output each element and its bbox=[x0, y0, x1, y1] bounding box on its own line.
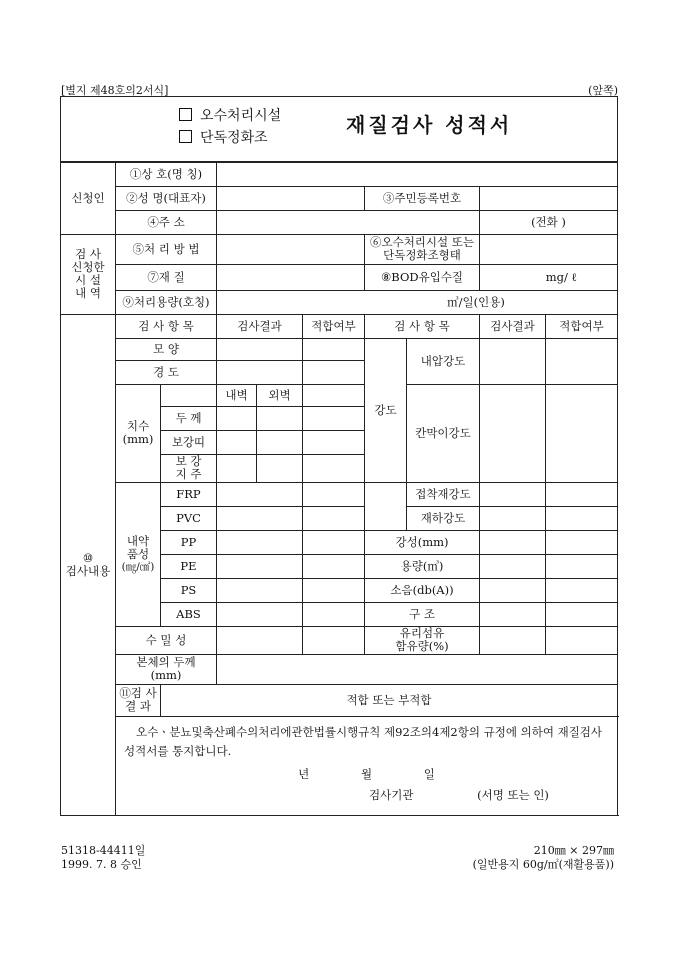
bod-label: ⑧BOD유입수질 bbox=[365, 264, 480, 290]
result-value[interactable]: 적합 또는 부적합 bbox=[161, 684, 618, 716]
name-field[interactable] bbox=[217, 162, 618, 186]
partition-label: 칸막이강도 bbox=[407, 384, 480, 482]
paper-size: 210㎜ × 297㎜ bbox=[533, 844, 614, 857]
option-sewage-facility[interactable]: 오수처리시설 bbox=[179, 105, 281, 127]
col-fit-right: 적합여부 bbox=[546, 314, 618, 338]
title-block bbox=[61, 97, 618, 163]
agency-label: 검사기관 bbox=[369, 787, 414, 802]
glass-fiber-label: 유리섬유 함유량(%) bbox=[365, 626, 480, 654]
bod-unit[interactable]: mg/ ℓ bbox=[480, 264, 618, 290]
thickness-label: 두 께 bbox=[161, 406, 217, 430]
approval-date: 1999. 7. 8 승인 bbox=[61, 858, 142, 871]
col-result-right: 검사결과 bbox=[480, 314, 546, 338]
date-line bbox=[124, 765, 609, 784]
chemical-resistance-label: 내약 품성 (㎎/㎠) bbox=[116, 482, 161, 626]
sign-line bbox=[124, 786, 609, 805]
strength-blank-2 bbox=[365, 506, 407, 530]
pressure-label: 내압강도 bbox=[407, 338, 480, 384]
load-fit[interactable] bbox=[546, 506, 618, 530]
name-label: ①상 호(명 칭) bbox=[116, 162, 217, 186]
hardness-result[interactable] bbox=[217, 360, 303, 384]
strength-label: 강도 bbox=[365, 338, 407, 482]
address-field[interactable] bbox=[217, 210, 480, 234]
facility-type-options bbox=[179, 105, 281, 149]
noise-result[interactable] bbox=[480, 578, 546, 602]
abs-fit[interactable] bbox=[303, 602, 365, 626]
notice-block bbox=[116, 716, 618, 815]
dim-fit[interactable] bbox=[303, 384, 365, 406]
material-ps: PS bbox=[161, 578, 217, 602]
watertight-label: 수 밀 성 bbox=[116, 626, 217, 654]
rib-label: 보강띠 bbox=[161, 430, 217, 454]
ps-fit[interactable] bbox=[303, 578, 365, 602]
reg-number-field[interactable] bbox=[480, 186, 618, 210]
material-field[interactable] bbox=[217, 264, 365, 290]
abs-result[interactable] bbox=[217, 602, 303, 626]
material-pp: PP bbox=[161, 530, 217, 554]
volume-label: 용량(㎥) bbox=[365, 554, 480, 578]
body-thickness-field[interactable] bbox=[217, 654, 618, 684]
structure-fit[interactable] bbox=[546, 602, 618, 626]
year-field[interactable]: 년 bbox=[298, 766, 310, 781]
thickness-outer[interactable] bbox=[257, 406, 303, 430]
watertight-result[interactable] bbox=[217, 626, 303, 654]
partition-fit[interactable] bbox=[546, 384, 618, 482]
structure-label: 구 조 bbox=[365, 602, 480, 626]
rigidity-fit[interactable] bbox=[546, 530, 618, 554]
facility-type-label: ⑥오수처리시설 또는 단독정화조형태 bbox=[365, 234, 480, 264]
dim-blank bbox=[161, 384, 217, 406]
volume-result[interactable] bbox=[480, 554, 546, 578]
footer-right bbox=[473, 844, 614, 872]
facility-section: 검 사 신청한 시 설 내 역 bbox=[61, 234, 116, 314]
thickness-inner[interactable] bbox=[217, 406, 257, 430]
strength-blank bbox=[365, 482, 407, 506]
outer-wall-label: 외벽 bbox=[257, 384, 303, 406]
col-fit-left: 적합여부 bbox=[303, 314, 365, 338]
col-item-right: 검 사 항 목 bbox=[365, 314, 480, 338]
form-number: [별지 제48호의2서식] bbox=[61, 84, 169, 97]
material-pe: PE bbox=[161, 554, 217, 578]
shape-label: 모 양 bbox=[116, 338, 217, 360]
bonding-fit[interactable] bbox=[546, 482, 618, 506]
column-label: 보 강 지 주 bbox=[161, 454, 217, 482]
treatment-method-label: ⑤처 리 방 법 bbox=[116, 234, 217, 264]
column-outer[interactable] bbox=[257, 454, 303, 482]
phone-field[interactable]: (전화 ) bbox=[480, 210, 618, 234]
checkbox-icon[interactable] bbox=[179, 130, 192, 143]
frp-result[interactable] bbox=[217, 482, 303, 506]
applicant-section: 신청인 bbox=[61, 162, 116, 234]
pvc-result[interactable] bbox=[217, 506, 303, 530]
day-field[interactable]: 일 bbox=[423, 766, 435, 781]
contents-section: ⑩ 검사내용 bbox=[61, 314, 116, 815]
rib-fit[interactable] bbox=[303, 430, 365, 454]
month-field[interactable]: 월 bbox=[360, 766, 373, 781]
inspection-form bbox=[60, 96, 618, 816]
option-septic-tank[interactable]: 단독정화조 bbox=[179, 127, 281, 149]
column-inner[interactable] bbox=[217, 454, 257, 482]
document-title: 재질검사 성적서 bbox=[346, 113, 513, 137]
inner-wall-label: 내벽 bbox=[217, 384, 257, 406]
col-item-left: 검 사 항 목 bbox=[116, 314, 217, 338]
noise-fit[interactable] bbox=[546, 578, 618, 602]
rigidity-label: 강성(mm) bbox=[365, 530, 480, 554]
structure-result[interactable] bbox=[480, 602, 546, 626]
bonding-result[interactable] bbox=[480, 482, 546, 506]
footer-left bbox=[61, 844, 145, 872]
notice-text: 오수ㆍ분뇨및축산폐수의처리에관한법률시행규칙 제92조의4제2항의 규정에 의하여 재질검사 성적서를 통지합니다. bbox=[124, 724, 603, 758]
partition-result[interactable] bbox=[480, 384, 546, 482]
frp-fit[interactable] bbox=[303, 482, 365, 506]
material-frp: FRP bbox=[161, 482, 217, 506]
result-label: ⑪검 사 결 과 bbox=[116, 684, 161, 716]
shape-fit[interactable] bbox=[303, 338, 365, 360]
capacity-field[interactable]: ㎥/일(인용) bbox=[217, 290, 618, 314]
shape-result[interactable] bbox=[217, 338, 303, 360]
form-code: 51318-44411일 bbox=[61, 844, 146, 857]
dimension-label: 치수 (mm) bbox=[116, 384, 161, 482]
pvc-fit[interactable] bbox=[303, 506, 365, 530]
hardness-label: 경 도 bbox=[116, 360, 217, 384]
body-thickness-label: 본체의 두께 (mm) bbox=[116, 654, 217, 684]
ps-result[interactable] bbox=[217, 578, 303, 602]
pressure-fit[interactable] bbox=[546, 338, 618, 384]
rib-outer[interactable] bbox=[257, 430, 303, 454]
thickness-fit[interactable] bbox=[303, 406, 365, 430]
watertight-fit[interactable] bbox=[303, 626, 365, 654]
column-fit[interactable] bbox=[303, 454, 365, 482]
facility-type-field[interactable] bbox=[480, 234, 618, 264]
volume-fit[interactable] bbox=[546, 554, 618, 578]
checkbox-icon[interactable] bbox=[179, 108, 192, 121]
pe-fit[interactable] bbox=[303, 554, 365, 578]
pp-result[interactable] bbox=[217, 530, 303, 554]
material-abs: ABS bbox=[161, 602, 217, 626]
noise-label: 소음(db(A)) bbox=[365, 578, 480, 602]
representative-field[interactable] bbox=[217, 186, 365, 210]
treatment-method-field[interactable] bbox=[217, 234, 365, 264]
load-label: 재하강도 bbox=[407, 506, 480, 530]
pp-fit[interactable] bbox=[303, 530, 365, 554]
reg-number-label: ③주민등록번호 bbox=[365, 186, 480, 210]
hardness-fit[interactable] bbox=[303, 360, 365, 384]
rib-inner[interactable] bbox=[217, 430, 257, 454]
pressure-result[interactable] bbox=[480, 338, 546, 384]
paper-type: (일반용지 60g/㎡(재활용품)) bbox=[472, 858, 614, 871]
glass-fiber-result[interactable] bbox=[480, 626, 546, 654]
material-label: ⑦재 질 bbox=[116, 264, 217, 290]
glass-fiber-fit[interactable] bbox=[546, 626, 618, 654]
load-result[interactable] bbox=[480, 506, 546, 530]
rigidity-result[interactable] bbox=[480, 530, 546, 554]
pe-result[interactable] bbox=[217, 554, 303, 578]
address-label: ④주 소 bbox=[116, 210, 217, 234]
material-pvc: PVC bbox=[161, 506, 217, 530]
representative-label: ②성 명(대표자) bbox=[116, 186, 217, 210]
col-result-left: 검사결과 bbox=[217, 314, 303, 338]
signature-field[interactable]: (서명 또는 인) bbox=[477, 787, 549, 802]
capacity-label: ⑨처리용량(호칭) bbox=[116, 290, 217, 314]
bonding-label: 접착재강도 bbox=[407, 482, 480, 506]
page-side: (앞쪽) bbox=[588, 84, 618, 97]
